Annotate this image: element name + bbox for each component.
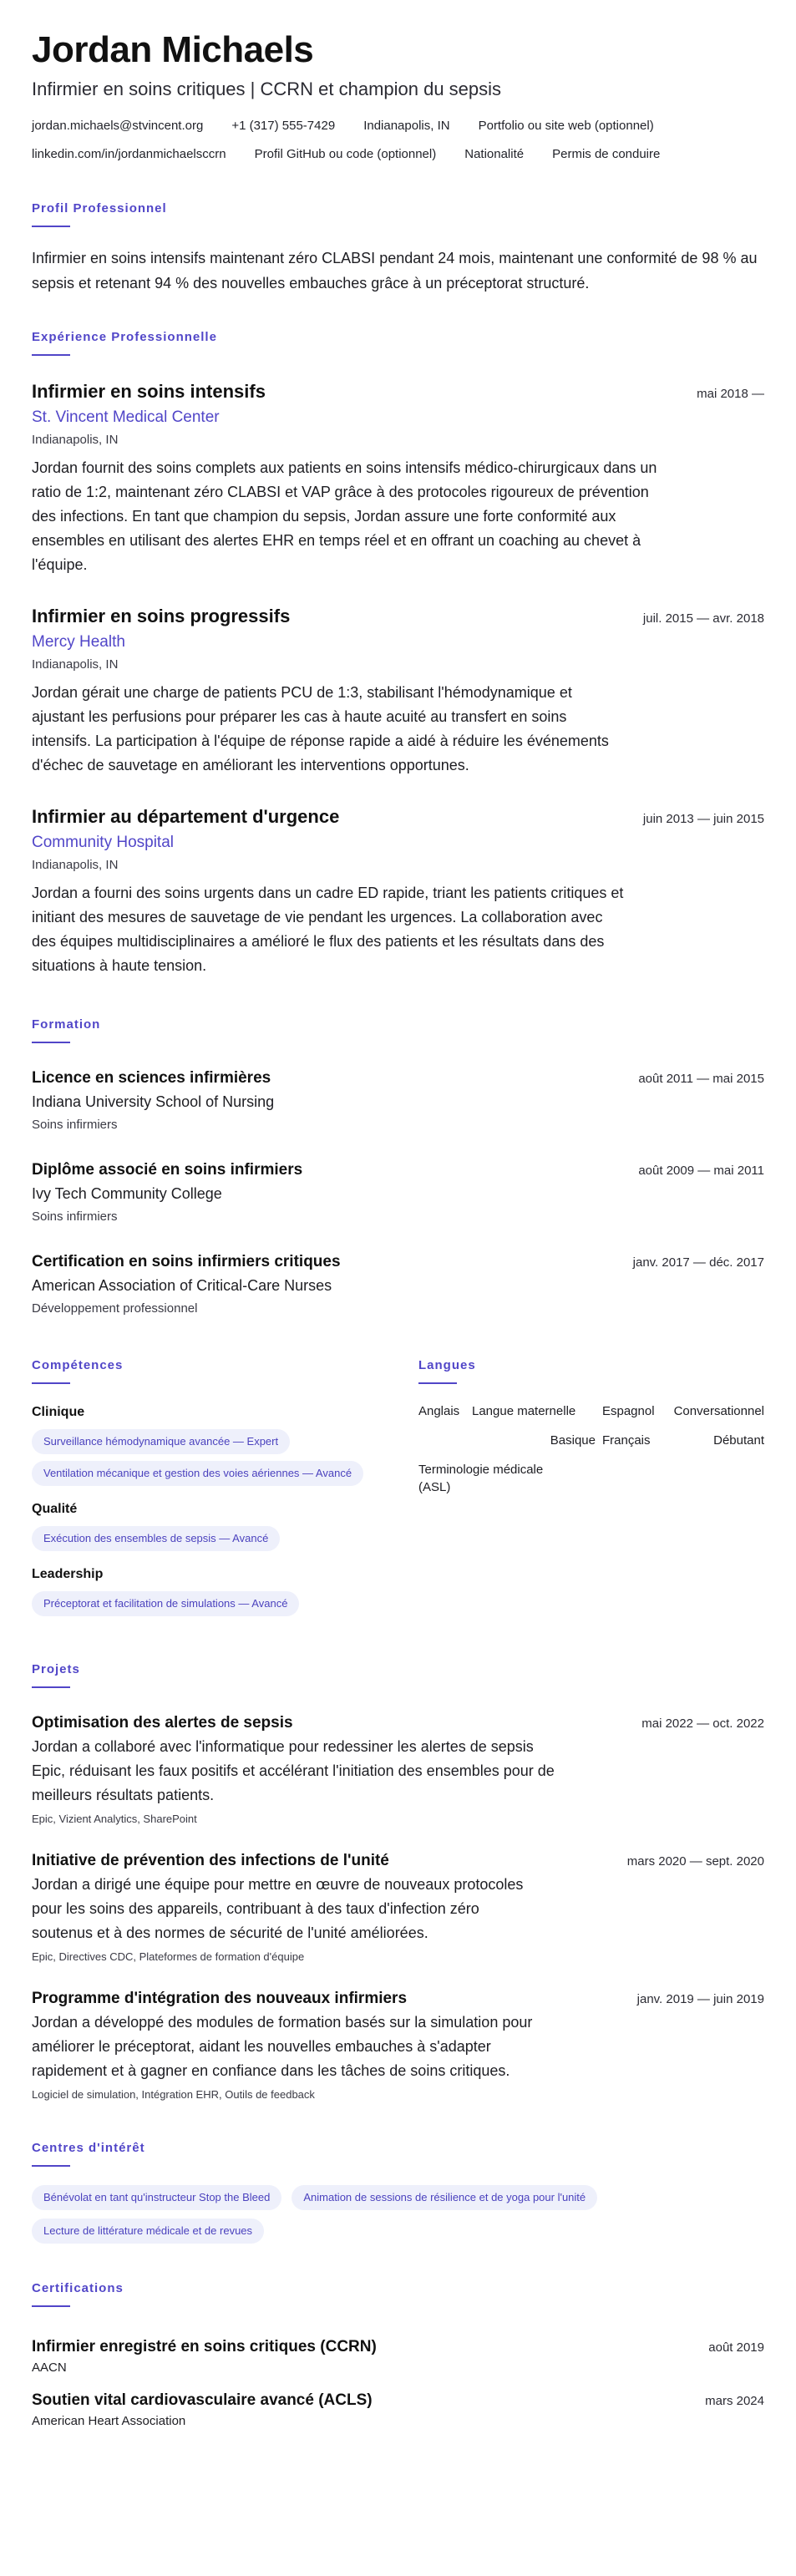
job-dates: juil. 2015 — avr. 2018 bbox=[642, 611, 764, 626]
skill-group-name: Qualité bbox=[32, 1502, 78, 1516]
interests-list bbox=[32, 2185, 742, 2244]
employer-name: Mercy Health bbox=[32, 633, 125, 651]
employer-name: Community Hospital bbox=[32, 834, 174, 851]
section-divider bbox=[32, 354, 70, 356]
education-dates: janv. 2017 — déc. 2017 bbox=[632, 1255, 764, 1270]
section-divider bbox=[32, 226, 70, 227]
degree-name: Licence en sciences infirmières bbox=[32, 1069, 271, 1087]
section-title-experience: Expérience Professionnelle bbox=[32, 330, 217, 344]
certification-issuer: American Heart Association bbox=[32, 2414, 186, 2428]
section-divider bbox=[32, 1382, 70, 1384]
job-title: Infirmier au département d'urgence bbox=[32, 806, 340, 827]
field-of-study: Soins infirmiers bbox=[32, 1118, 118, 1132]
job-location: Indianapolis, IN bbox=[32, 858, 119, 872]
skill-chip: Préceptorat et facilitation de simulations — Avancé bbox=[32, 1591, 299, 1616]
section-divider bbox=[32, 1686, 70, 1688]
language-level: Débutant bbox=[713, 1433, 764, 1448]
experience-entry bbox=[32, 604, 764, 778]
skill-group bbox=[32, 1564, 385, 1616]
phone-link[interactable]: +1 (317) 555-7429 bbox=[231, 119, 336, 133]
skills-section bbox=[32, 1357, 385, 1630]
project-description: Jordan a collaboré avec l'informatique pour redessiner les alertes de sepsis Epic, réduisant les faux positifs et accélérant l'initiation des ensembles pour de meilleurs résultats patients. bbox=[32, 1738, 555, 1803]
project-description: Jordan a développé des modules de formation basés sur la simulation pour améliorer le préceptorat, aidant les nouvelles embauches à s'adapter rapidement et à gagner en confiance dans les tâches de soins critiques. bbox=[32, 2014, 533, 2079]
linkedin-link[interactable]: linkedin.com/in/jordanmichaelsccrn bbox=[32, 147, 226, 161]
language-name: Anglais bbox=[418, 1404, 460, 1418]
project-dates: mars 2020 — sept. 2020 bbox=[626, 1854, 764, 1869]
education-entry bbox=[32, 1250, 764, 1319]
job-title: Infirmier en soins intensifs bbox=[32, 381, 266, 402]
project-tools: Epic, Directives CDC, Plateformes de formation d'équipe bbox=[32, 1950, 305, 1963]
language-name: Espagnol bbox=[601, 1404, 655, 1418]
project-name: Optimisation des alertes de sepsis bbox=[32, 1714, 293, 1732]
project-name: Initiative de prévention des infections de l'unité bbox=[32, 1852, 389, 1869]
profile-section bbox=[32, 200, 764, 296]
profile-summary: Infirmier en soins intensifs maintenant zéro CLABSI pendant 24 mois, maintenant une conformité de 98 % au sepsis et retenant 94 % des nouvelles embauches grâce à un préceptorat structuré. bbox=[32, 250, 758, 292]
section-title-certifications: Certifications bbox=[32, 2281, 124, 2295]
education-section bbox=[32, 1017, 764, 1319]
project-entry bbox=[32, 1711, 764, 1828]
school-name: Ivy Tech Community College bbox=[32, 1185, 222, 1202]
certification-entry bbox=[32, 2335, 764, 2377]
job-dates: juin 2013 — juin 2015 bbox=[642, 812, 764, 826]
education-entry bbox=[32, 1067, 764, 1135]
job-description: Jordan a fourni des soins urgents dans un cadre ED rapide, triant les patients critiques et initiant des mesures de sauvetage de vie pendant les urgences. La collaboration avec des équipes multidisciplinaires a amélioré le flux des patients et les résultats dans des situations à haute tension. bbox=[32, 885, 624, 974]
experience-section bbox=[32, 329, 764, 978]
education-dates: août 2009 — mai 2011 bbox=[638, 1164, 764, 1178]
certifications-section bbox=[32, 2280, 764, 2431]
experience-entry bbox=[32, 379, 764, 577]
project-dates: janv. 2019 — juin 2019 bbox=[636, 1992, 764, 2006]
section-divider bbox=[32, 2305, 70, 2307]
section-title-profile: Profil Professionnel bbox=[32, 201, 167, 216]
email-link[interactable]: jordan.michaels@stvincent.org bbox=[32, 119, 204, 133]
section-title-projects: Projets bbox=[32, 1662, 80, 1676]
certification-name: Infirmier enregistré en soins critiques (CCRN) bbox=[32, 2338, 377, 2355]
language-name: Terminologie médicale (ASL) bbox=[418, 1463, 544, 1494]
section-title-interests: Centres d'intérêt bbox=[32, 2141, 145, 2155]
candidate-name: Jordan Michaels bbox=[32, 29, 314, 70]
project-entry bbox=[32, 1849, 764, 1965]
project-name: Programme d'intégration des nouveaux infirmiers bbox=[32, 1990, 408, 2007]
project-description: Jordan a dirigé une équipe pour mettre en œuvre de nouveaux protocoles pour les soins des appareils, contribuant à des taux d'infection zéro soutenus et à des normes de sécurité de l'unité améliorées. bbox=[32, 1876, 524, 1941]
interest-chip: Lecture de littérature médicale et de revues bbox=[32, 2219, 264, 2244]
skill-chip: Exécution des ensembles de sepsis — Avancé bbox=[32, 1526, 280, 1551]
language-level: Conversationnel bbox=[673, 1404, 764, 1418]
languages-list bbox=[418, 1402, 764, 1496]
resume-header bbox=[32, 27, 764, 164]
job-title: Infirmier en soins progressifs bbox=[32, 606, 291, 626]
language-name: Français bbox=[601, 1433, 651, 1448]
language-level: Basique bbox=[550, 1433, 596, 1448]
skill-group-name: Clinique bbox=[32, 1405, 85, 1419]
candidate-title: Infirmier en soins critiques | CCRN et champion du sepsis bbox=[32, 79, 502, 99]
skill-chip: Surveillance hémodynamique avancée — Expert bbox=[32, 1429, 290, 1454]
job-dates: mai 2018 — bbox=[697, 387, 764, 401]
project-entry bbox=[32, 1987, 764, 2103]
contact-list bbox=[32, 117, 764, 164]
certification-name: Soutien vital cardiovasculaire avancé (ACLS) bbox=[32, 2391, 373, 2409]
section-divider bbox=[32, 2165, 70, 2167]
location: Indianapolis, IN bbox=[363, 119, 450, 133]
education-entry bbox=[32, 1159, 764, 1227]
project-tools: Epic, Vizient Analytics, SharePoint bbox=[32, 1813, 197, 1825]
certification-entry bbox=[32, 2389, 764, 2431]
skills-languages-row bbox=[32, 1357, 764, 1630]
section-divider bbox=[418, 1382, 457, 1384]
skill-group bbox=[32, 1402, 385, 1486]
job-location: Indianapolis, IN bbox=[32, 433, 119, 447]
employer-name: St. Vincent Medical Center bbox=[32, 408, 220, 426]
skill-group bbox=[32, 1499, 385, 1551]
section-title-education: Formation bbox=[32, 1017, 101, 1032]
interest-chip: Animation de sessions de résilience et de yoga pour l'unité bbox=[292, 2185, 597, 2210]
job-description: Jordan fournit des soins complets aux patients en soins intensifs médico-chirurgicaux dans un ratio de 1:2, maintenant zéro CLABSI et VAP grâce à des protocoles rigoureux de prévention des infections. En tant que champion du sepsis, Jordan assure une forte conformité aux ensembles en utilisant des alertes EHR en temps réel et en offrant un coaching au chevet à l'équipe. bbox=[32, 459, 657, 573]
degree-name: Diplôme associé en soins infirmiers bbox=[32, 1161, 303, 1179]
projects-section bbox=[32, 1661, 764, 2103]
drivers-license: Permis de conduire bbox=[552, 147, 661, 161]
school-name: Indiana University School of Nursing bbox=[32, 1093, 275, 1110]
languages-section bbox=[418, 1357, 764, 1630]
certification-date: mars 2024 bbox=[705, 2394, 764, 2408]
field-of-study: Développement professionnel bbox=[32, 1301, 198, 1316]
nationality: Nationalité bbox=[464, 147, 525, 161]
section-title-languages: Langues bbox=[418, 1358, 476, 1372]
education-dates: août 2011 — mai 2015 bbox=[638, 1072, 764, 1086]
experience-entry bbox=[32, 804, 764, 978]
interest-chip: Bénévolat en tant qu'instructeur Stop the Bleed bbox=[32, 2185, 281, 2210]
project-tools: Logiciel de simulation, Intégration EHR, Outils de feedback bbox=[32, 2088, 315, 2101]
field-of-study: Soins infirmiers bbox=[32, 1209, 118, 1224]
section-title-skills: Compétences bbox=[32, 1358, 124, 1372]
certification-issuer: AACN bbox=[32, 2360, 67, 2375]
project-dates: mai 2022 — oct. 2022 bbox=[641, 1716, 764, 1731]
degree-name: Certification en soins infirmiers critiques bbox=[32, 1253, 341, 1270]
language-level: Langue maternelle bbox=[471, 1404, 576, 1418]
certification-date: août 2019 bbox=[708, 2340, 764, 2355]
github-link[interactable]: Profil GitHub ou code (optionnel) bbox=[254, 147, 437, 161]
skill-chip: Ventilation mécanique et gestion des voies aériennes — Avancé bbox=[32, 1461, 363, 1486]
job-location: Indianapolis, IN bbox=[32, 657, 119, 672]
job-description: Jordan gérait une charge de patients PCU de 1:3, stabilisant l'hémodynamique et ajustant les perfusions pour préparer les cas à haute acuité au transfert en soins intensifs. La participation à l'équipe de réponse rapide a aidé à réduire les événements d'échec de sauvetage en améliorant les interventions opportunes. bbox=[32, 684, 609, 773]
skill-group-name: Leadership bbox=[32, 1567, 104, 1581]
section-divider bbox=[32, 1042, 70, 1043]
interests-section bbox=[32, 2140, 764, 2244]
school-name: American Association of Critical-Care Nurses bbox=[32, 1277, 332, 1294]
portfolio-link[interactable]: Portfolio ou site web (optionnel) bbox=[478, 119, 654, 133]
